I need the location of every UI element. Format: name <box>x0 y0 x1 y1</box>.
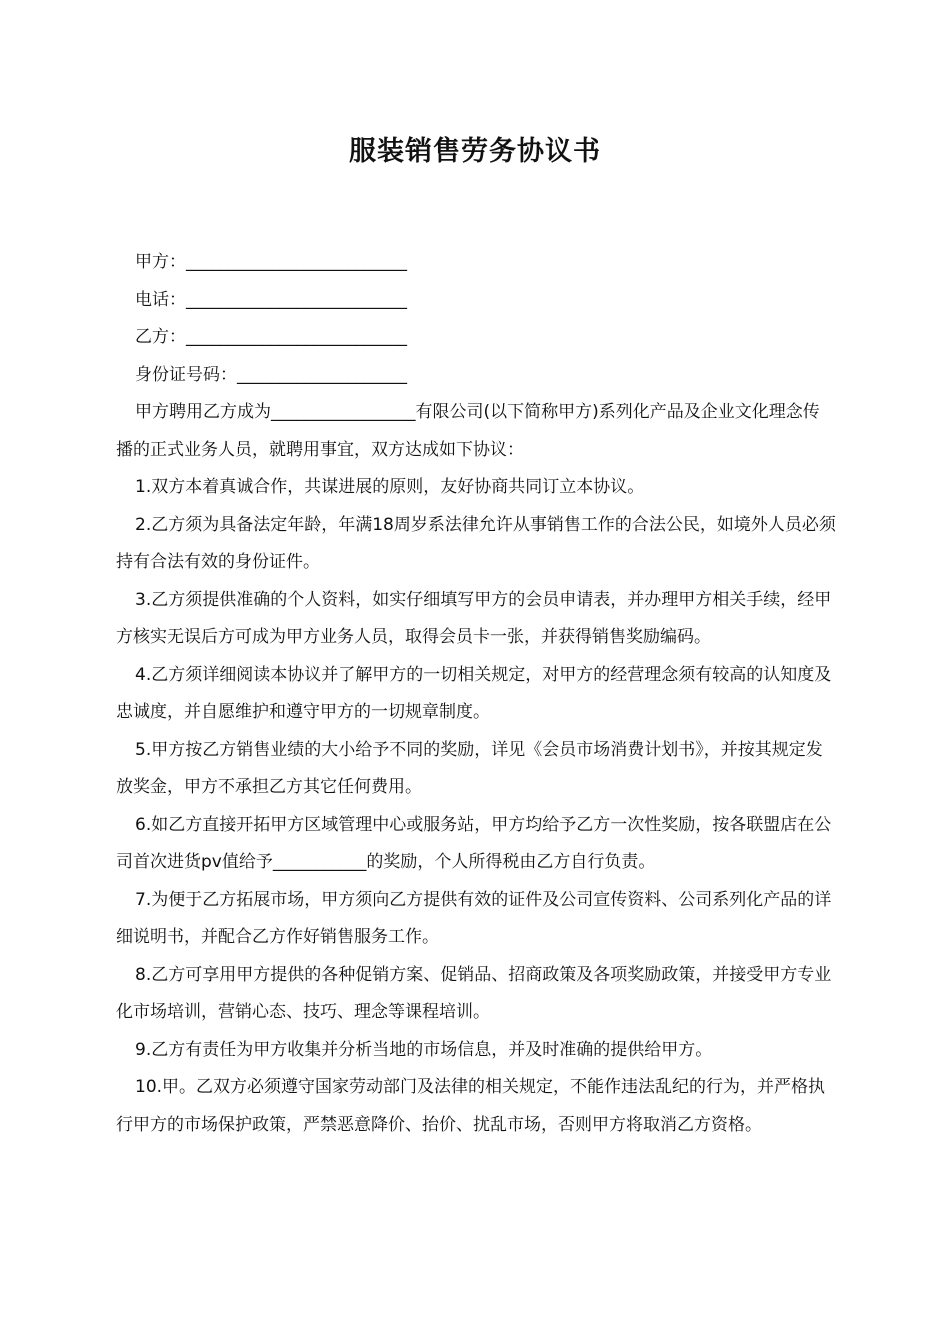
party-b-field: 乙方：__________________________ <box>135 327 407 347</box>
intro-paragraph: 甲方聘用乙方成为_________________有限公司(以下简称甲方)系列化产品及企业文化理念传播的正式业务人员，就聘用事宜，双方达成如下协议： <box>116 402 820 460</box>
clause-4: 4.乙方须详细阅读本协议并了解甲方的一切相关规定，对甲方的经营理念须有较高的认知度及忠诚度，并自愿维护和遵守甲方的一切规章制度。 <box>116 664 832 722</box>
clause-10: 10.甲。乙双方必须遵守国家劳动部门及法律的相关规定，不能作违法乱纪的行为，并严格执行甲方的市场保护政策，严禁恶意降价、抬价、扰乱市场，否则甲方将取消乙方资格。 <box>116 1077 826 1135</box>
document-title: 服装销售劳务协议书 <box>349 136 601 167</box>
party-a-field: 甲方：__________________________ <box>135 252 407 272</box>
document-body <box>116 244 836 1144</box>
clause-2: 2.乙方须为具备法定年龄，年满18周岁系法律允许从事销售工作的合法公民，如境外人员必须持有合法有效的身份证件。 <box>116 514 836 572</box>
clause-9: 9.乙方有责任为甲方收集并分析当地的市场信息，并及时准确的提供给甲方。 <box>135 1039 713 1060</box>
clause-3: 3.乙方须提供准确的个人资料，如实仔细填写甲方的会员申请表，并办理甲方相关手续，经甲方核实无误后方可成为甲方业务人员，取得会员卡一张，并获得销售奖励编码。 <box>116 589 832 647</box>
clause-5: 5.甲方按乙方销售业绩的大小给予不同的奖励，详见《会员市场消费计划书》，并按其规定发放奖金，甲方不承担乙方其它任何费用。 <box>116 739 823 797</box>
clause-6: 6.如乙方直接开拓甲方区域管理中心或服务站，甲方均给予乙方一次性奖励，按各联盟店在公司首次进货pv值给予___________的奖励，个人所得税由乙方自行负责。 <box>116 814 832 872</box>
clause-8: 8.乙方可享用甲方提供的各种促销方案、促销品、招商政策及各项奖励政策，并接受甲方专业化市场培训，营销心态、技巧、理念等课程培训。 <box>116 964 832 1022</box>
phone-field: 电话：__________________________ <box>135 289 407 310</box>
clause-1: 1.双方本着真诚合作，共谋进展的原则，友好协商共同订立本协议。 <box>135 477 645 497</box>
id-number-field: 身份证号码：____________________ <box>135 364 407 385</box>
clause-7: 7.为便于乙方拓展市场，甲方须向乙方提供有效的证件及公司宣传资料、公司系列化产品的详细说明书，并配合乙方作好销售服务工作。 <box>116 889 832 947</box>
